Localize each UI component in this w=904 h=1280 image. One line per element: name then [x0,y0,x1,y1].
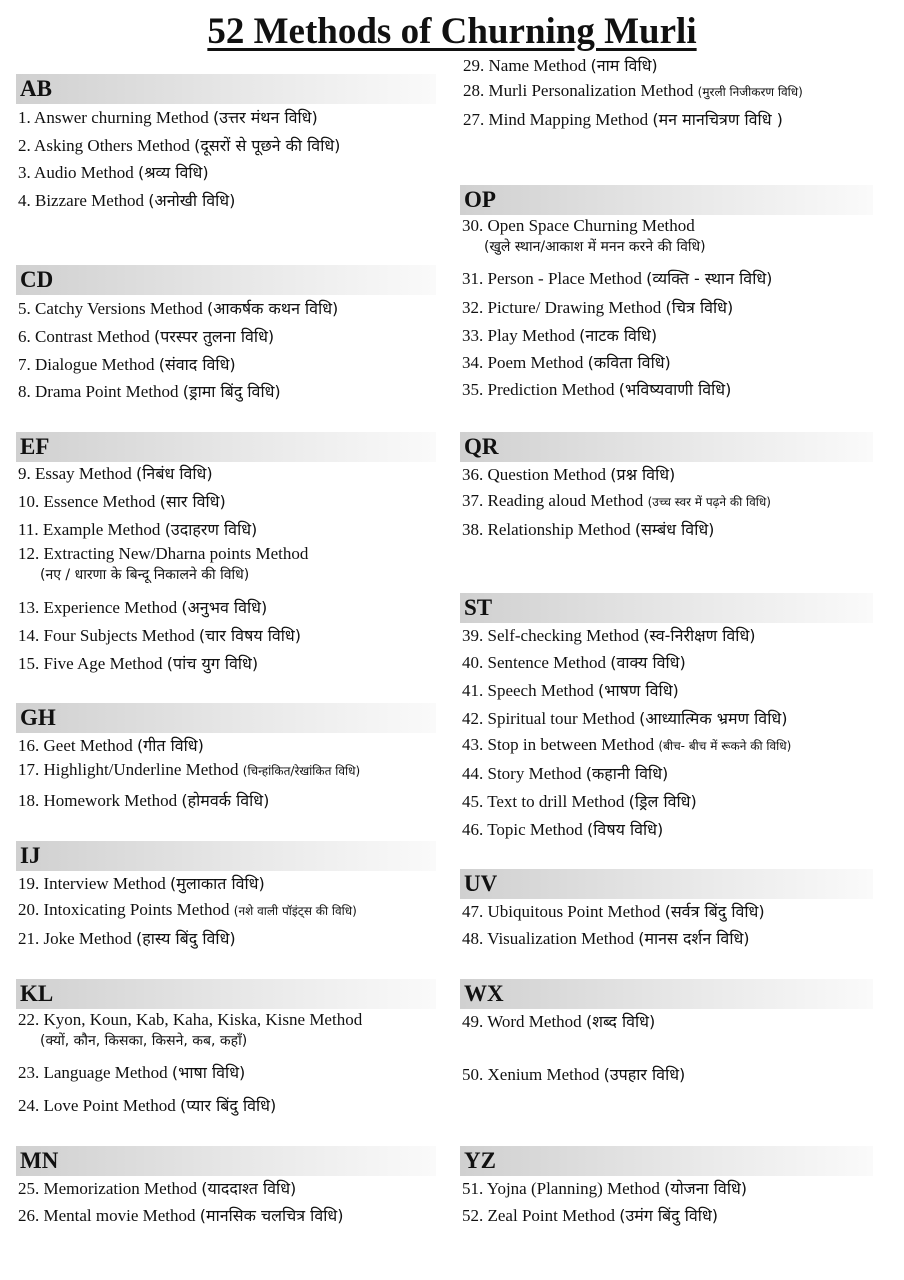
method-hindi: (प्रश्न विधि) [610,465,676,484]
section [16,432,436,673]
section [460,432,873,539]
method-name: 39. Self-checking Method [462,626,644,645]
list-item [462,900,765,922]
method-hindi: (मानसिक चलचित्र विधि) [199,1206,344,1225]
method-name: 27. Mind Mapping Method [463,110,653,129]
list-item [18,1094,276,1116]
method-hindi: (ड्रामा बिंदु विधि) [182,382,281,401]
list-item [18,490,226,512]
method-name: 37. Reading aloud Method [462,491,648,510]
method-hindi: (सम्बंध विधि) [634,520,715,539]
section [16,703,436,810]
section-header: WX [460,979,873,1009]
method-hindi: (मन मानचित्रण विधि ) [652,110,783,129]
method-hindi: (भाषण विधि) [597,681,679,700]
method-hindi: (गीत विधि) [136,736,204,755]
method-name: 40. Sentence Method [462,653,611,672]
list-item [18,462,213,484]
list-item [462,324,657,346]
method-hindi: (शब्द विधि) [585,1012,656,1031]
method-hindi: (भविष्यवाणी विधि) [618,380,732,399]
list-item [462,1063,685,1085]
method-name: 48. Visualization Method [462,929,639,948]
section-header: ST [460,593,873,623]
method-hindi: (आध्यात्मिक भ्रमण विधि) [639,709,788,728]
method-name: 44. Story Method [462,764,586,783]
method-hindi: (वाक्य विधि) [610,653,686,672]
method-name: 14. Four Subjects Method [18,626,199,645]
section [16,979,436,1115]
method-hindi: (दूसरों से पूछने की विधि) [194,136,341,155]
list-item [462,1010,655,1032]
method-hindi: (होमवर्क विधि) [181,791,270,810]
list-item [462,378,731,400]
list-item [462,790,697,812]
method-hindi: (प्यार बिंदु विधि) [179,1096,277,1115]
list-item [18,518,257,540]
list-item [18,927,236,949]
method-hindi: (योजना विधि) [664,1179,748,1198]
list-item [462,735,791,755]
section-header: EF [16,432,436,462]
method-name: 7. Dialogue Method [18,355,159,374]
section [460,593,873,839]
method-name: 38. Relationship Method [462,520,635,539]
list-item [18,760,360,780]
method-name: 8. Drama Point Method [18,382,183,401]
list-item [18,353,236,375]
list-item [462,296,733,318]
method-hindi-sub: (खुले स्थान/आकाश में मनन करने की विधि) [484,239,706,255]
section [460,979,873,1084]
method-name: 26. Mental movie Method [18,1206,200,1225]
list-item [462,762,668,784]
method-name: 9. Essay Method [18,464,137,483]
method-name: 13. Experience Method [18,598,182,617]
list-item [18,1061,245,1083]
method-name: 21. Joke Method [18,929,137,948]
method-name: 4. Bizzare Method [18,191,149,210]
method-hindi: (उपहार विधि) [603,1065,686,1084]
method-name: 32. Picture/ Drawing Method [462,298,666,317]
list-item [462,624,756,646]
list-item [18,544,308,584]
method-name: 18. Homework Method [18,791,182,810]
method-name: 22. Kyon, Koun, Kab, Kaha, Kiska, Kisne Method [18,1010,363,1029]
method-hindi: (मुरली निजीकरण विधि) [697,85,803,99]
section-header: QR [460,432,873,462]
method-name: 20. Intoxicating Points Method [18,900,234,919]
section-header: MN [16,1146,436,1176]
list-item [462,679,679,701]
method-hindi: (उमंग बिंदु विधि) [619,1206,719,1225]
method-name: 10. Essence Method [18,492,160,511]
list-item [18,1177,296,1199]
method-name: 51. Yojna (Planning) Method [462,1179,665,1198]
method-name: 1. Answer churning Method [18,108,214,127]
method-name: 45. Text to drill Method [462,792,629,811]
method-hindi: (उच्च स्वर में पढ़ने की विधि) [647,495,771,509]
method-hindi: (पांच युग विधि) [166,654,259,673]
method-hindi-sub: (क्यों, कौन, किसका, किसने, कब, कहाँ) [40,1033,248,1049]
method-name: 15. Five Age Method [18,654,167,673]
method-hindi: (अनुभव विधि) [181,598,268,617]
section-header: CD [16,265,436,295]
section-header: KL [16,979,436,1009]
list-item [463,81,803,101]
method-hindi: (अनोखी विधि) [148,191,236,210]
method-hindi: (उदाहरण विधि) [164,520,258,539]
section [16,841,436,948]
method-hindi: (बीच- बीच में रूकने की विधि) [658,739,792,753]
method-hindi: (नाम विधि) [590,56,658,75]
list-item [18,297,338,319]
method-name: 31. Person - Place Method [462,269,647,288]
section [16,265,436,401]
method-hindi: (परस्पर तुलना विधि) [154,327,275,346]
section-header: AB [16,74,436,104]
method-hindi: (संवाद विधि) [158,355,236,374]
list-item [18,652,258,674]
section-header: GH [16,703,436,733]
method-name: 11. Example Method [18,520,165,539]
list-item [18,380,281,402]
section-header: UV [460,869,873,899]
list-item [462,651,686,673]
method-name: 43. Stop in between Method [462,735,659,754]
method-hindi: (सर्वत्र बिंदु विधि) [664,902,765,921]
method-hindi: (कविता विधि) [587,353,671,372]
method-name: 42. Spiritual tour Method [462,709,640,728]
method-name: 19. Interview Method [18,874,171,893]
method-hindi: (मानस दर्शन विधि) [638,929,750,948]
method-hindi-sub: (नए / धारणा के बिन्दू निकालने की विधि) [40,567,250,583]
section-header: IJ [16,841,436,871]
section-header: YZ [460,1146,873,1176]
method-name: 47. Ubiquitous Point Method [462,902,665,921]
list-item [18,1204,343,1226]
list-item [18,189,235,211]
list-item [462,518,714,540]
method-hindi: (श्रव्य विधि) [137,163,209,182]
list-item [462,216,706,256]
section [16,1146,436,1225]
method-hindi: (कहानी विधि) [585,764,669,783]
method-hindi: (स्व-निरीक्षण विधि) [643,626,756,645]
method-name: 52. Zeal Point Method [462,1206,620,1225]
list-item [462,707,787,729]
list-item [18,734,204,756]
list-item [462,927,750,949]
method-name: 29. Name Method [463,56,591,75]
method-name: 49. Word Method [462,1012,586,1031]
list-item [18,106,318,128]
list-item [462,491,771,511]
section-header: OP [460,185,873,215]
method-name: 12. Extracting New/Dharna points Method [18,544,309,563]
method-name: 2. Asking Others Method [18,136,195,155]
method-hindi: (व्यक्ति - स्थान विधि) [646,269,773,288]
list-item [18,900,357,920]
section [460,1146,873,1225]
method-name: 35. Prediction Method [462,380,619,399]
list-item [18,624,301,646]
method-hindi: (मुलाकात विधि) [170,874,265,893]
method-hindi: (हास्य बिंदु विधि) [136,929,236,948]
list-item [462,267,772,289]
list-item [18,1010,362,1050]
method-name: 24. Love Point Method [18,1096,180,1115]
section [16,74,436,210]
section [460,185,873,399]
method-name: 36. Question Method [462,465,611,484]
method-name: 6. Contrast Method [18,327,154,346]
method-hindi: (सार विधि) [159,492,226,511]
list-item [18,596,267,618]
method-name: 41. Speech Method [462,681,598,700]
method-hindi: (ड्रिल विधि) [628,792,697,811]
list-item [462,818,663,840]
method-name: 3. Audio Method [18,163,138,182]
method-hindi: (निबंध विधि) [136,464,213,483]
method-name: 28. Murli Personalization Method [463,81,698,100]
list-item [18,161,209,183]
list-item [18,872,265,894]
method-name: 50. Xenium Method [462,1065,604,1084]
method-name: 16. Geet Method [18,736,137,755]
list-item [462,1177,747,1199]
list-item [18,789,269,811]
list-item [18,325,274,347]
method-hindi: (उत्तर मंथन विधि) [213,108,318,127]
method-name: 25. Memorization Method [18,1179,202,1198]
method-hindi: (चिन्हांकित/रेखांकित विधि) [242,764,361,778]
page-title: 52 Methods of Churning Murli [207,11,697,52]
list-item [463,108,783,130]
method-name: 5. Catchy Versions Method [18,299,208,318]
method-name: 33. Play Method [462,326,580,345]
method-hindi: (आकर्षक कथन विधि) [207,299,339,318]
method-hindi: (भाषा विधि) [171,1063,246,1082]
method-hindi: (नशे वाली पॉइंट्स की विधि) [233,904,357,918]
method-name: 17. Highlight/Underline Method [18,760,243,779]
list-item [463,54,658,76]
list-item [18,134,340,156]
method-name: 30. Open Space Churning Method [462,216,695,235]
section [460,869,873,948]
method-hindi: (याददाश्त विधि) [201,1179,297,1198]
method-hindi: (चित्र विधि) [665,298,734,317]
method-name: 23. Language Method [18,1063,172,1082]
method-name: 46. Topic Method [462,820,588,839]
method-name: 34. Poem Method [462,353,588,372]
list-item [462,1204,718,1226]
list-item [462,351,671,373]
method-hindi: (चार विषय विधि) [198,626,301,645]
list-item [462,463,675,485]
method-hindi: (नाटक विधि) [579,326,658,345]
method-hindi: (विषय विधि) [587,820,664,839]
